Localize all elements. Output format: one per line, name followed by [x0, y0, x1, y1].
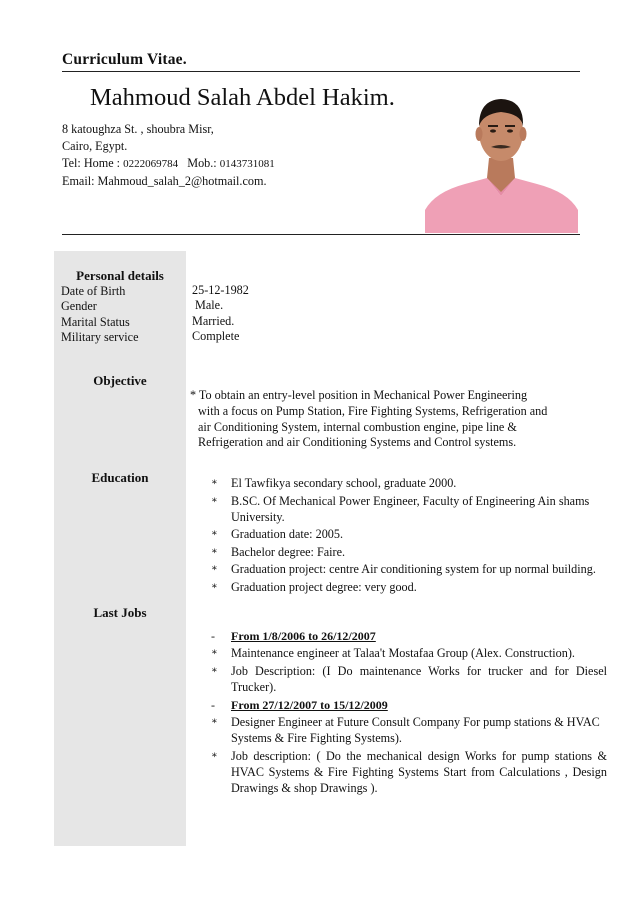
list-item [207, 475, 607, 491]
tel-home: 0222069784 [123, 158, 179, 170]
section-heading-last-jobs: Last Jobs [93, 605, 147, 620]
list-item [207, 645, 607, 661]
objective-line-3: air Conditioning System, internal combustion engine, pipe line & [198, 419, 517, 434]
list-item [207, 663, 607, 695]
job-period-text: From 1/8/2006 to 26/12/2007 [231, 629, 376, 643]
job-period-text: From 27/12/2007 to 15/12/2009 [231, 697, 388, 712]
profile-photo [425, 92, 578, 233]
section-heading-personal-details: Personal details [76, 268, 164, 283]
list-item [207, 579, 607, 595]
list-item [207, 748, 607, 797]
job-period-2 [207, 697, 607, 713]
education-entry: Graduation date: 2005. [231, 527, 344, 542]
bullet-marker: ∗ [211, 494, 218, 506]
label-military-service: Military service [61, 330, 139, 345]
portrait-image [425, 92, 578, 233]
education-entry: El Tawfikya secondary school, graduate 2000. [231, 476, 457, 490]
value-gender: Male. [192, 298, 224, 313]
bullet-marker: ∗ [211, 545, 218, 557]
bullet-marker: ∗ [211, 647, 218, 659]
document-title: Curriculum Vitae. [62, 51, 187, 68]
bullet-marker: ∗ [211, 477, 218, 488]
list-item [207, 561, 607, 577]
section-heading-education: Education [91, 470, 149, 485]
objective-line-2: with a focus on Pump Station, Fire Fighting Systems, Refrigeration and [198, 403, 548, 418]
address-line-1: 8 katoughza St. , shoubra Misr, [62, 122, 214, 136]
education-entry: Graduation project: centre Air conditioning system for up normal building. [231, 562, 596, 577]
education-list [207, 475, 607, 596]
bullet-marker: ∗ [211, 580, 218, 592]
job-entry: Designer Engineer at Future Consult Company For pump stations & HVAC Systems & Fire Fighting Systems). [231, 714, 600, 745]
job-entry: Maintenance engineer at Talaa't Mostafaa Group (Alex. Construction). [231, 646, 575, 661]
mob-label: Mob.: [187, 156, 220, 170]
email-line: Email: Mahmoud_salah_2@hotmail.com. [62, 174, 267, 188]
bullet-marker: ∗ [211, 563, 218, 575]
bullet-marker: ∗ [211, 749, 218, 761]
education-entry: Bachelor degree: Faire. [231, 544, 346, 559]
job-period-1 [207, 628, 607, 644]
education-entry: Graduation project degree: very good. [231, 579, 417, 594]
list-item [207, 544, 607, 560]
personal-details-labels [61, 284, 139, 346]
education-entry: B.SC. Of Mechanical Power Engineer, Faculty of Engineering Ain shams University. [231, 493, 590, 524]
objective-line-4: Refrigeration and air Conditioning Systems and Control systems. [198, 435, 517, 450]
bullet-marker: ∗ [211, 664, 218, 676]
bullet-marker: ∗ [211, 528, 218, 540]
phone-line [62, 155, 422, 173]
tel-label: Tel: Home : [62, 156, 124, 170]
bullet-marker: ∗ [211, 715, 218, 727]
jobs-list [207, 628, 607, 797]
list-item [207, 526, 607, 542]
label-gender: Gender [61, 299, 97, 314]
value-marital-status: Married. [192, 313, 235, 328]
person-name: Mahmoud Salah Abdel Hakim. [90, 84, 395, 111]
dash-marker: - [211, 697, 215, 712]
objective-line-1: * To obtain an entry-level position in Mechanical Power Engineering [190, 388, 528, 402]
header-divider [62, 71, 580, 72]
job-entry: Job Description: (I Do maintenance Works for trucker and for Diesel Trucker). [231, 663, 607, 694]
personal-details-values [192, 283, 249, 345]
value-date-of-birth: 25-12-1982 [192, 283, 249, 297]
section-heading-objective: Objective [93, 373, 147, 388]
contact-block [62, 121, 422, 190]
objective-text [190, 388, 608, 451]
list-item [207, 714, 607, 746]
contact-divider [62, 234, 580, 235]
label-date-of-birth: Date of Birth [61, 284, 126, 298]
value-military-service: Complete [192, 329, 240, 344]
job-entry: Job description: ( Do the mechanical design Works for pump stations & HVAC Systems & Fire Fighting Systems Start from Calculations , Design Drawings & shop Drawings ). [231, 748, 607, 795]
label-marital-status: Marital Status [61, 314, 130, 329]
list-item [207, 493, 607, 525]
dash-marker: - [211, 629, 215, 643]
address-line-2: Cairo, Egypt. [62, 139, 128, 153]
mob-number: 0143731081 [219, 158, 275, 170]
